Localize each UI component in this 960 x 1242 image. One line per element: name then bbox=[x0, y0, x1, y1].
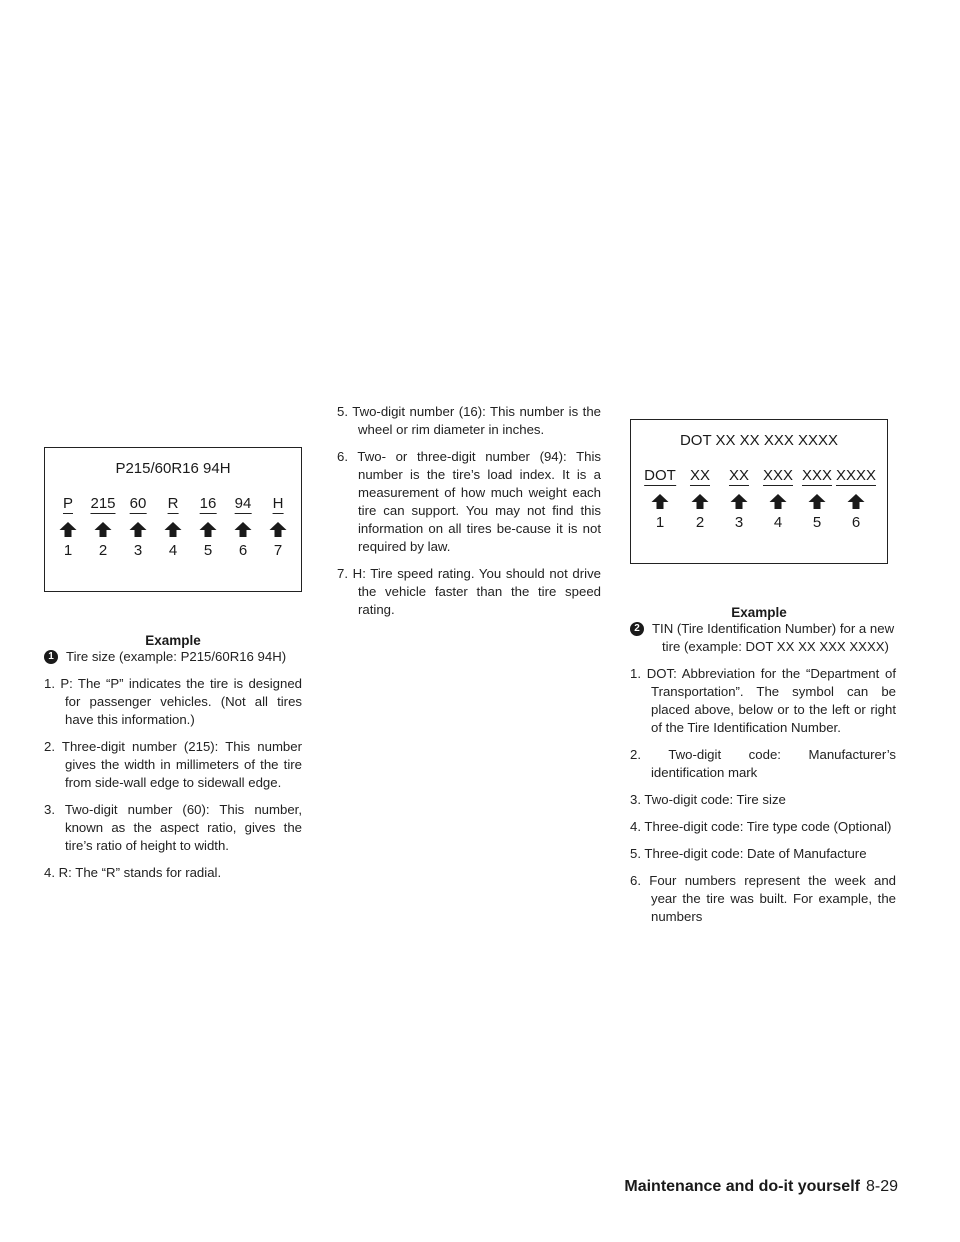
code-text: XXX bbox=[801, 467, 833, 484]
list-item: 7. H: Tire speed rating. You should not drive the vehicle faster than the tire speed rating. bbox=[337, 566, 601, 617]
code-segment bbox=[763, 467, 793, 486]
position-number: 5 bbox=[203, 542, 213, 559]
position-number: 1 bbox=[655, 514, 665, 531]
code-segment bbox=[90, 495, 115, 514]
code-text: 60 bbox=[129, 495, 147, 512]
code-segment bbox=[273, 495, 284, 514]
code-segment bbox=[130, 495, 147, 514]
code-text: XX bbox=[689, 467, 711, 484]
code-text: 215 bbox=[90, 495, 116, 512]
page-footer bbox=[624, 1178, 898, 1196]
code-underline bbox=[130, 513, 147, 514]
tin-figure bbox=[630, 419, 888, 564]
item-list bbox=[44, 675, 302, 882]
figure-title: DOT XX XX XXX XXXX bbox=[679, 432, 839, 449]
position-number: 2 bbox=[695, 514, 705, 531]
list-item: 1. P: The “P” indicates the tire is designed for passenger vehicles. (Not all tires have this information.) bbox=[44, 676, 302, 727]
code-underline bbox=[836, 485, 876, 486]
up-arrow-icon bbox=[95, 522, 112, 537]
figure-caption: Example bbox=[145, 633, 201, 648]
up-arrow-icon bbox=[60, 522, 77, 537]
up-arrow-icon bbox=[130, 522, 147, 537]
code-text: 16 bbox=[199, 495, 217, 512]
code-segment bbox=[168, 495, 179, 514]
position-number: 1 bbox=[63, 542, 73, 559]
code-segment bbox=[200, 495, 217, 514]
up-arrow-icon bbox=[652, 494, 669, 509]
code-text: DOT bbox=[644, 467, 676, 484]
code-text: H bbox=[272, 495, 284, 512]
tire-size-section bbox=[44, 648, 302, 891]
up-arrow-icon bbox=[848, 494, 865, 509]
list-item: 5. Two-digit number (16): This number is the wheel or rim diameter in inches. bbox=[337, 404, 601, 437]
up-arrow-icon bbox=[692, 494, 709, 509]
code-underline bbox=[763, 485, 793, 486]
code-underline bbox=[200, 513, 217, 514]
callout-text-line2: tire (example: DOT XX XX XXX XXXX) bbox=[662, 639, 889, 654]
position-number: 5 bbox=[812, 514, 822, 531]
list-item: 4. R: The “R” stands for radial. bbox=[44, 865, 222, 880]
callout-2 bbox=[630, 620, 896, 656]
code-underline bbox=[690, 485, 710, 486]
code-segment bbox=[235, 495, 252, 514]
tin-section bbox=[630, 620, 896, 935]
up-arrow-icon bbox=[809, 494, 826, 509]
code-underline bbox=[63, 513, 73, 514]
tire-size-section-cont bbox=[337, 403, 601, 628]
callout-1 bbox=[44, 648, 302, 666]
up-arrow-icon bbox=[235, 522, 252, 537]
code-text: XXXX bbox=[835, 467, 877, 484]
code-text: P bbox=[62, 495, 74, 512]
position-number: 3 bbox=[734, 514, 744, 531]
code-segment bbox=[644, 467, 676, 486]
position-number: 6 bbox=[238, 542, 248, 559]
figure-caption: Example bbox=[731, 605, 787, 620]
code-underline bbox=[729, 485, 749, 486]
list-item: 6. Two- or three-digit number (94): This number is the tire’s load index. It is a measurement of how much weight each tire can support. You may not find this information on all tires be-cause it is not required by law. bbox=[337, 449, 601, 554]
list-item: 6. Four numbers represent the week and year the tire was built. For example, the numbers bbox=[630, 873, 896, 924]
list-item: 3. Two-digit number (60): This number, known as the aspect ratio, gives the tire’s ratio of height to width. bbox=[44, 802, 302, 853]
position-number: 2 bbox=[98, 542, 108, 559]
figure-title: P215/60R16 94H bbox=[115, 460, 231, 477]
up-arrow-icon bbox=[770, 494, 787, 509]
position-number: 4 bbox=[773, 514, 783, 531]
code-underline bbox=[802, 485, 832, 486]
up-arrow-icon bbox=[270, 522, 287, 537]
position-number: 7 bbox=[273, 542, 283, 559]
list-item: 2. Two-digit code: Manufacturer’s identification mark bbox=[630, 747, 896, 780]
code-underline bbox=[168, 513, 179, 514]
item-list bbox=[630, 665, 896, 926]
code-underline bbox=[644, 485, 676, 486]
up-arrow-icon bbox=[731, 494, 748, 509]
section-title: Maintenance and do-it yourself bbox=[624, 1178, 860, 1195]
list-item: 1. DOT: Abbreviation for the “Department of Transportation”. The symbol can be placed above, below or to the left or right of the Tire Identification Number. bbox=[630, 666, 896, 735]
list-item: 5. Three-digit code: Date of Manufacture bbox=[630, 846, 867, 861]
page-number: 8-29 bbox=[865, 1178, 898, 1195]
position-number: 4 bbox=[168, 542, 178, 559]
code-text: R bbox=[167, 495, 179, 512]
position-number: 6 bbox=[851, 514, 861, 531]
code-segment bbox=[690, 467, 710, 486]
item-list bbox=[337, 403, 601, 619]
code-underline bbox=[273, 513, 284, 514]
code-text: XX bbox=[728, 467, 750, 484]
callout-number-badge: 1 bbox=[44, 650, 58, 664]
code-segment bbox=[802, 467, 832, 486]
position-number: 3 bbox=[133, 542, 143, 559]
tire-size-figure bbox=[44, 447, 302, 592]
callout-text-line1: TIN (Tire Identification Number) for a new bbox=[652, 621, 895, 636]
code-text: XXX bbox=[762, 467, 794, 484]
up-arrow-icon bbox=[165, 522, 182, 537]
code-underline bbox=[235, 513, 252, 514]
code-segment bbox=[836, 467, 876, 486]
callout-number-badge: 2 bbox=[630, 622, 644, 636]
callout-text: Tire size (example: P215/60R16 94H) bbox=[66, 649, 287, 664]
code-text: 94 bbox=[234, 495, 252, 512]
list-item: 3. Two-digit code: Tire size bbox=[630, 792, 786, 807]
list-item: 4. Three-digit code: Tire type code (Optional) bbox=[630, 819, 892, 834]
list-item: 2. Three-digit number (215): This number gives the width in millimeters of the tire from side-wall edge to sidewall edge. bbox=[44, 739, 302, 790]
code-segment bbox=[729, 467, 749, 486]
code-underline bbox=[90, 513, 115, 514]
up-arrow-icon bbox=[200, 522, 217, 537]
code-segment bbox=[63, 495, 73, 514]
